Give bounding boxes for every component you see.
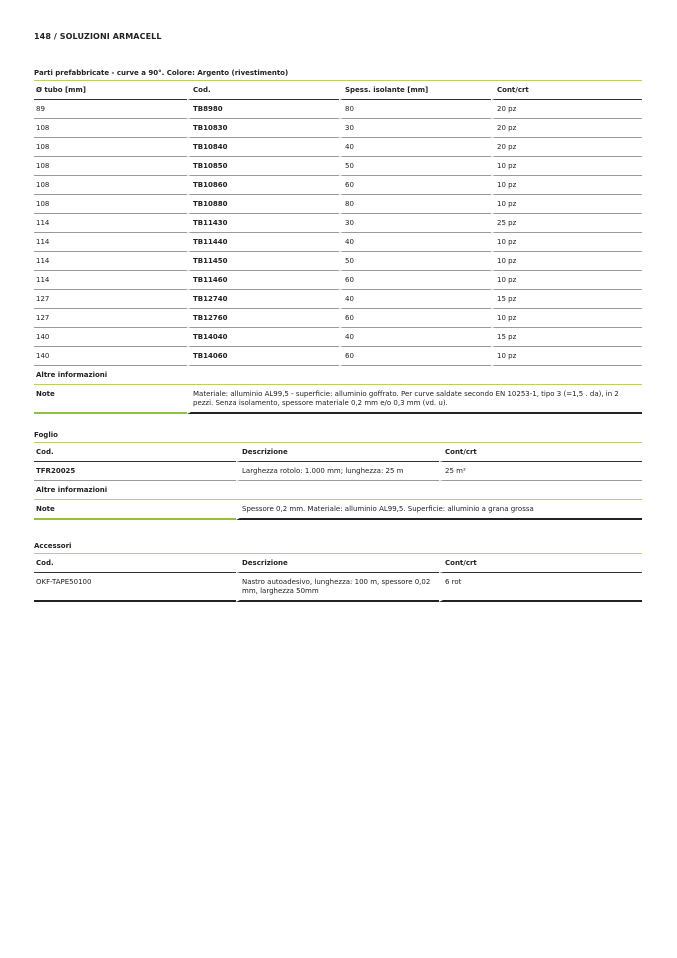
section-title: Accessori [34, 542, 642, 554]
cell-cod: TB11440 [187, 233, 339, 252]
table-row [34, 157, 642, 176]
cell-spessore: 40 [339, 290, 491, 309]
cell-spessore: 60 [339, 271, 491, 290]
table-row [34, 309, 642, 328]
note-text: Materiale: alluminio AL99,5 - superficie: alluminio goffrato. Per curve saldate secondo EN 10253-1, tipo 3 (=1,5 . da), in 2 pezzi. Senza isolamento, spessore materiale 0,2 mm e/o 0,3 mm (vd. u). [187, 385, 642, 414]
cell-cod: TB10850 [187, 157, 339, 176]
column-header: Cont/crt [439, 554, 642, 573]
cell-spessore: 40 [339, 138, 491, 157]
table-row [34, 195, 642, 214]
section-title: Parti prefabbricate - curve a 90°. Colore: Argento (rivestimento) [34, 69, 642, 81]
foglio-table [34, 443, 642, 520]
cell-cod: TB11430 [187, 214, 339, 233]
cell-cont: 25 m² [439, 462, 642, 481]
cell-diametro: 127 [34, 309, 187, 328]
cell-diametro: 114 [34, 214, 187, 233]
table-row [34, 347, 642, 366]
cell-spessore: 30 [339, 119, 491, 138]
cell-cont: 10 pz [491, 157, 642, 176]
table-row [34, 290, 642, 309]
cell-cont: 25 pz [491, 214, 642, 233]
section-accessori [34, 542, 642, 602]
curve-table [34, 81, 642, 414]
column-header: Cod. [34, 554, 236, 573]
cell-cod: TB14040 [187, 328, 339, 347]
section-title: Foglio [34, 431, 642, 443]
cell-cont: 15 pz [491, 290, 642, 309]
table-row [34, 119, 642, 138]
cell-diametro: 89 [34, 100, 187, 119]
cell-cont: 20 pz [491, 100, 642, 119]
cell-spessore: 30 [339, 214, 491, 233]
cell-diametro: 108 [34, 119, 187, 138]
cell-spessore: 80 [339, 195, 491, 214]
column-header: Spess. isolante [mm] [339, 81, 491, 100]
cell-cont: 6 rot [439, 573, 642, 602]
column-header: Cont/crt [491, 81, 642, 100]
cell-descrizione: Larghezza rotolo: 1.000 mm; lunghezza: 25 m [236, 462, 439, 481]
column-header: Cont/crt [439, 443, 642, 462]
table-row [34, 271, 642, 290]
cell-diametro: 108 [34, 138, 187, 157]
table-row [34, 462, 642, 481]
cell-cont: 10 pz [491, 271, 642, 290]
cell-spessore: 40 [339, 233, 491, 252]
cell-diametro: 108 [34, 195, 187, 214]
cell-cod: TB10830 [187, 119, 339, 138]
cell-spessore: 80 [339, 100, 491, 119]
page-header: 148 / SOLUZIONI ARMACELL [34, 32, 162, 41]
cell-spessore: 60 [339, 347, 491, 366]
column-header: Cod. [187, 81, 339, 100]
note-label: Note [34, 385, 187, 414]
table-row [34, 573, 642, 602]
cell-spessore: 50 [339, 252, 491, 271]
section-foglio [34, 431, 642, 520]
info-label: Altre informazioni [34, 366, 642, 385]
cell-cod: TB8980 [187, 100, 339, 119]
cell-spessore: 60 [339, 176, 491, 195]
cell-descrizione: Nastro autoadesivo, lunghezza: 100 m, spessore 0,02 mm, larghezza 50mm [236, 573, 439, 602]
cell-cod: TB10860 [187, 176, 339, 195]
cell-spessore: 60 [339, 309, 491, 328]
cell-spessore: 50 [339, 157, 491, 176]
cell-cont: 10 pz [491, 233, 642, 252]
cell-cont: 10 pz [491, 252, 642, 271]
column-header: Ø tubo [mm] [34, 81, 187, 100]
section-curve-90 [34, 69, 642, 414]
cell-cod: TB11460 [187, 271, 339, 290]
cell-cod: TB12760 [187, 309, 339, 328]
cell-diametro: 114 [34, 252, 187, 271]
table-row [34, 176, 642, 195]
cell-diametro: 140 [34, 328, 187, 347]
table-row [34, 138, 642, 157]
cell-cod: TB11450 [187, 252, 339, 271]
cell-diametro: 108 [34, 176, 187, 195]
cell-cont: 20 pz [491, 119, 642, 138]
cell-cod: TB10880 [187, 195, 339, 214]
cell-cont: 10 pz [491, 195, 642, 214]
cell-cont: 20 pz [491, 138, 642, 157]
accessori-table [34, 554, 642, 602]
table-row [34, 214, 642, 233]
cell-cod: TB10840 [187, 138, 339, 157]
column-header: Descrizione [236, 554, 439, 573]
note-label: Note [34, 500, 236, 520]
cell-cont: 10 pz [491, 309, 642, 328]
cell-diametro: 108 [34, 157, 187, 176]
note-text: Spessore 0,2 mm. Materiale: alluminio AL99,5. Superficie: alluminio a grana grossa [236, 500, 642, 520]
cell-diametro: 140 [34, 347, 187, 366]
cell-diametro: 114 [34, 271, 187, 290]
column-header: Cod. [34, 443, 236, 462]
table-row [34, 252, 642, 271]
cell-cod: TB14060 [187, 347, 339, 366]
cell-cont: 10 pz [491, 176, 642, 195]
cell-cont: 10 pz [491, 347, 642, 366]
cell-diametro: 127 [34, 290, 187, 309]
table-row [34, 100, 642, 119]
cell-spessore: 40 [339, 328, 491, 347]
table-body [34, 100, 642, 366]
table-row [34, 233, 642, 252]
cell-cod: TFR20025 [34, 462, 236, 481]
info-label: Altre informazioni [34, 481, 642, 500]
cell-cont: 15 pz [491, 328, 642, 347]
cell-diametro: 114 [34, 233, 187, 252]
column-header: Descrizione [236, 443, 439, 462]
table-row [34, 328, 642, 347]
cell-cod: OKF-TAPE50100 [34, 573, 236, 602]
cell-cod: TB12740 [187, 290, 339, 309]
